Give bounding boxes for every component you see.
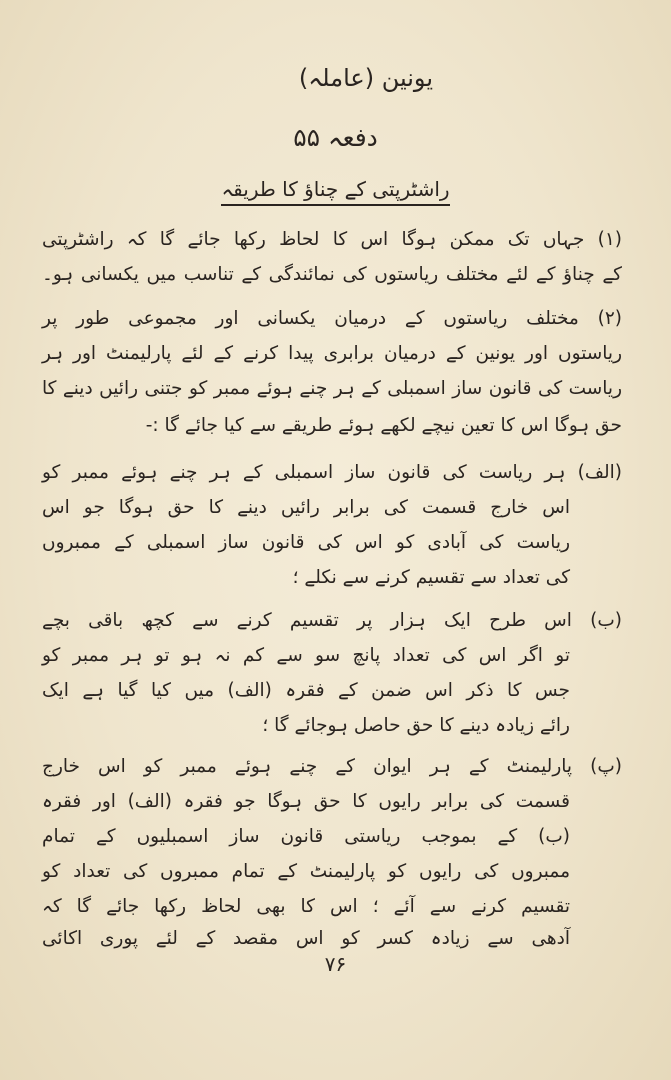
running-header: یونین (عاملہ) <box>298 64 433 92</box>
page-number: ۷۶ <box>324 952 347 976</box>
clause-alif-line-4: کی تعداد سے تقسیم کرنے سے نکلے ؛ <box>292 567 570 588</box>
body-line-2: کے چناؤ کے لئے مختلف ریاستوں کی نمائندگی کے تناسب میں یکسانی ہو۔ <box>42 264 622 285</box>
clause-pe-line-5: تقسیم کرنے سے آئے ؛ اس کا بھی لحاظ رکھا جائے گا کہ <box>42 896 570 917</box>
section-heading: دفعہ ۵۵ <box>293 123 378 152</box>
clause-alif-line-3: ریاست کی آبادی کو اس کی قانون ساز اسمبلی کے ممبروں <box>42 532 570 553</box>
body-line-4: ریاستوں اور یونین کے درمیان برابری پیدا کرنے کے لئے پارلیمنٹ اور ہر <box>42 343 622 364</box>
clause-pe-line-2: قسمت کی برابر رایوں کا حق ہوگا جو فقرہ (الف) اور فقرہ <box>42 791 570 812</box>
section-subtitle <box>0 177 671 201</box>
clause-pe-line-3: (ب) کے بموجب ریاستی قانون ساز اسمبلیوں کے تمام <box>42 826 570 847</box>
clause-be-line-4: رائے زیادہ دینے کا حق حاصل ہوجائے گا ؛ <box>262 715 570 736</box>
clause-be-line-1: (ب) اس طرح ایک ہزار پر تقسیم کرنے سے کچھ باقی بچے <box>42 610 622 631</box>
clause-alif-line-2: اس خارج قسمت کی برابر رائیں دینے کا حق ہوگا جو اس <box>42 497 570 518</box>
body-line-1: (۱) جہاں تک ممکن ہوگا اس کا لحاظ رکھا جائے گا کہ راشٹرپتی <box>42 229 622 250</box>
section-subtitle-text: راشٹرپتی کے چناؤ کا طریقہ <box>221 177 449 206</box>
body-line-6: حق ہوگا اس کا تعین نیچے لکھے ہوئے طریقے سے کیا جائے گا :- <box>145 415 622 436</box>
clause-be-line-3: جس کا ذکر اس ضمن کے فقرہ (الف) میں کیا گیا ہے ایک <box>42 680 570 701</box>
clause-alif-line-1: (الف) ہر ریاست کی قانون ساز اسمبلی کے ہر چنے ہوئے ممبر کو <box>42 462 622 483</box>
clause-pe-line-4: ممبروں کی رایوں کو پارلیمنٹ کے تمام ممبروں کی تعداد کو <box>42 861 570 882</box>
body-line-3: (۲) مختلف ریاستوں کے درمیان یکسانی اور مجموعی طور پر <box>42 308 622 329</box>
clause-pe-line-1: (پ) پارلیمنٹ کے ہر ایوان کے چنے ہوئے ممبر کو اس خارج <box>42 756 622 777</box>
clause-pe-line-6: آدھی سے زیادہ کسر کو اس مقصد کے لئے پوری اکائی <box>42 928 570 949</box>
body-line-5: ریاست کی قانون ساز اسمبلی کے ہر چنے ہوئے ممبر کو جتنی رائیں دینے کا <box>42 378 622 399</box>
clause-be-line-2: تو اگر اس کی تعداد پانچ سو سے کم نہ ہو تو ہر ممبر کو <box>42 645 570 666</box>
